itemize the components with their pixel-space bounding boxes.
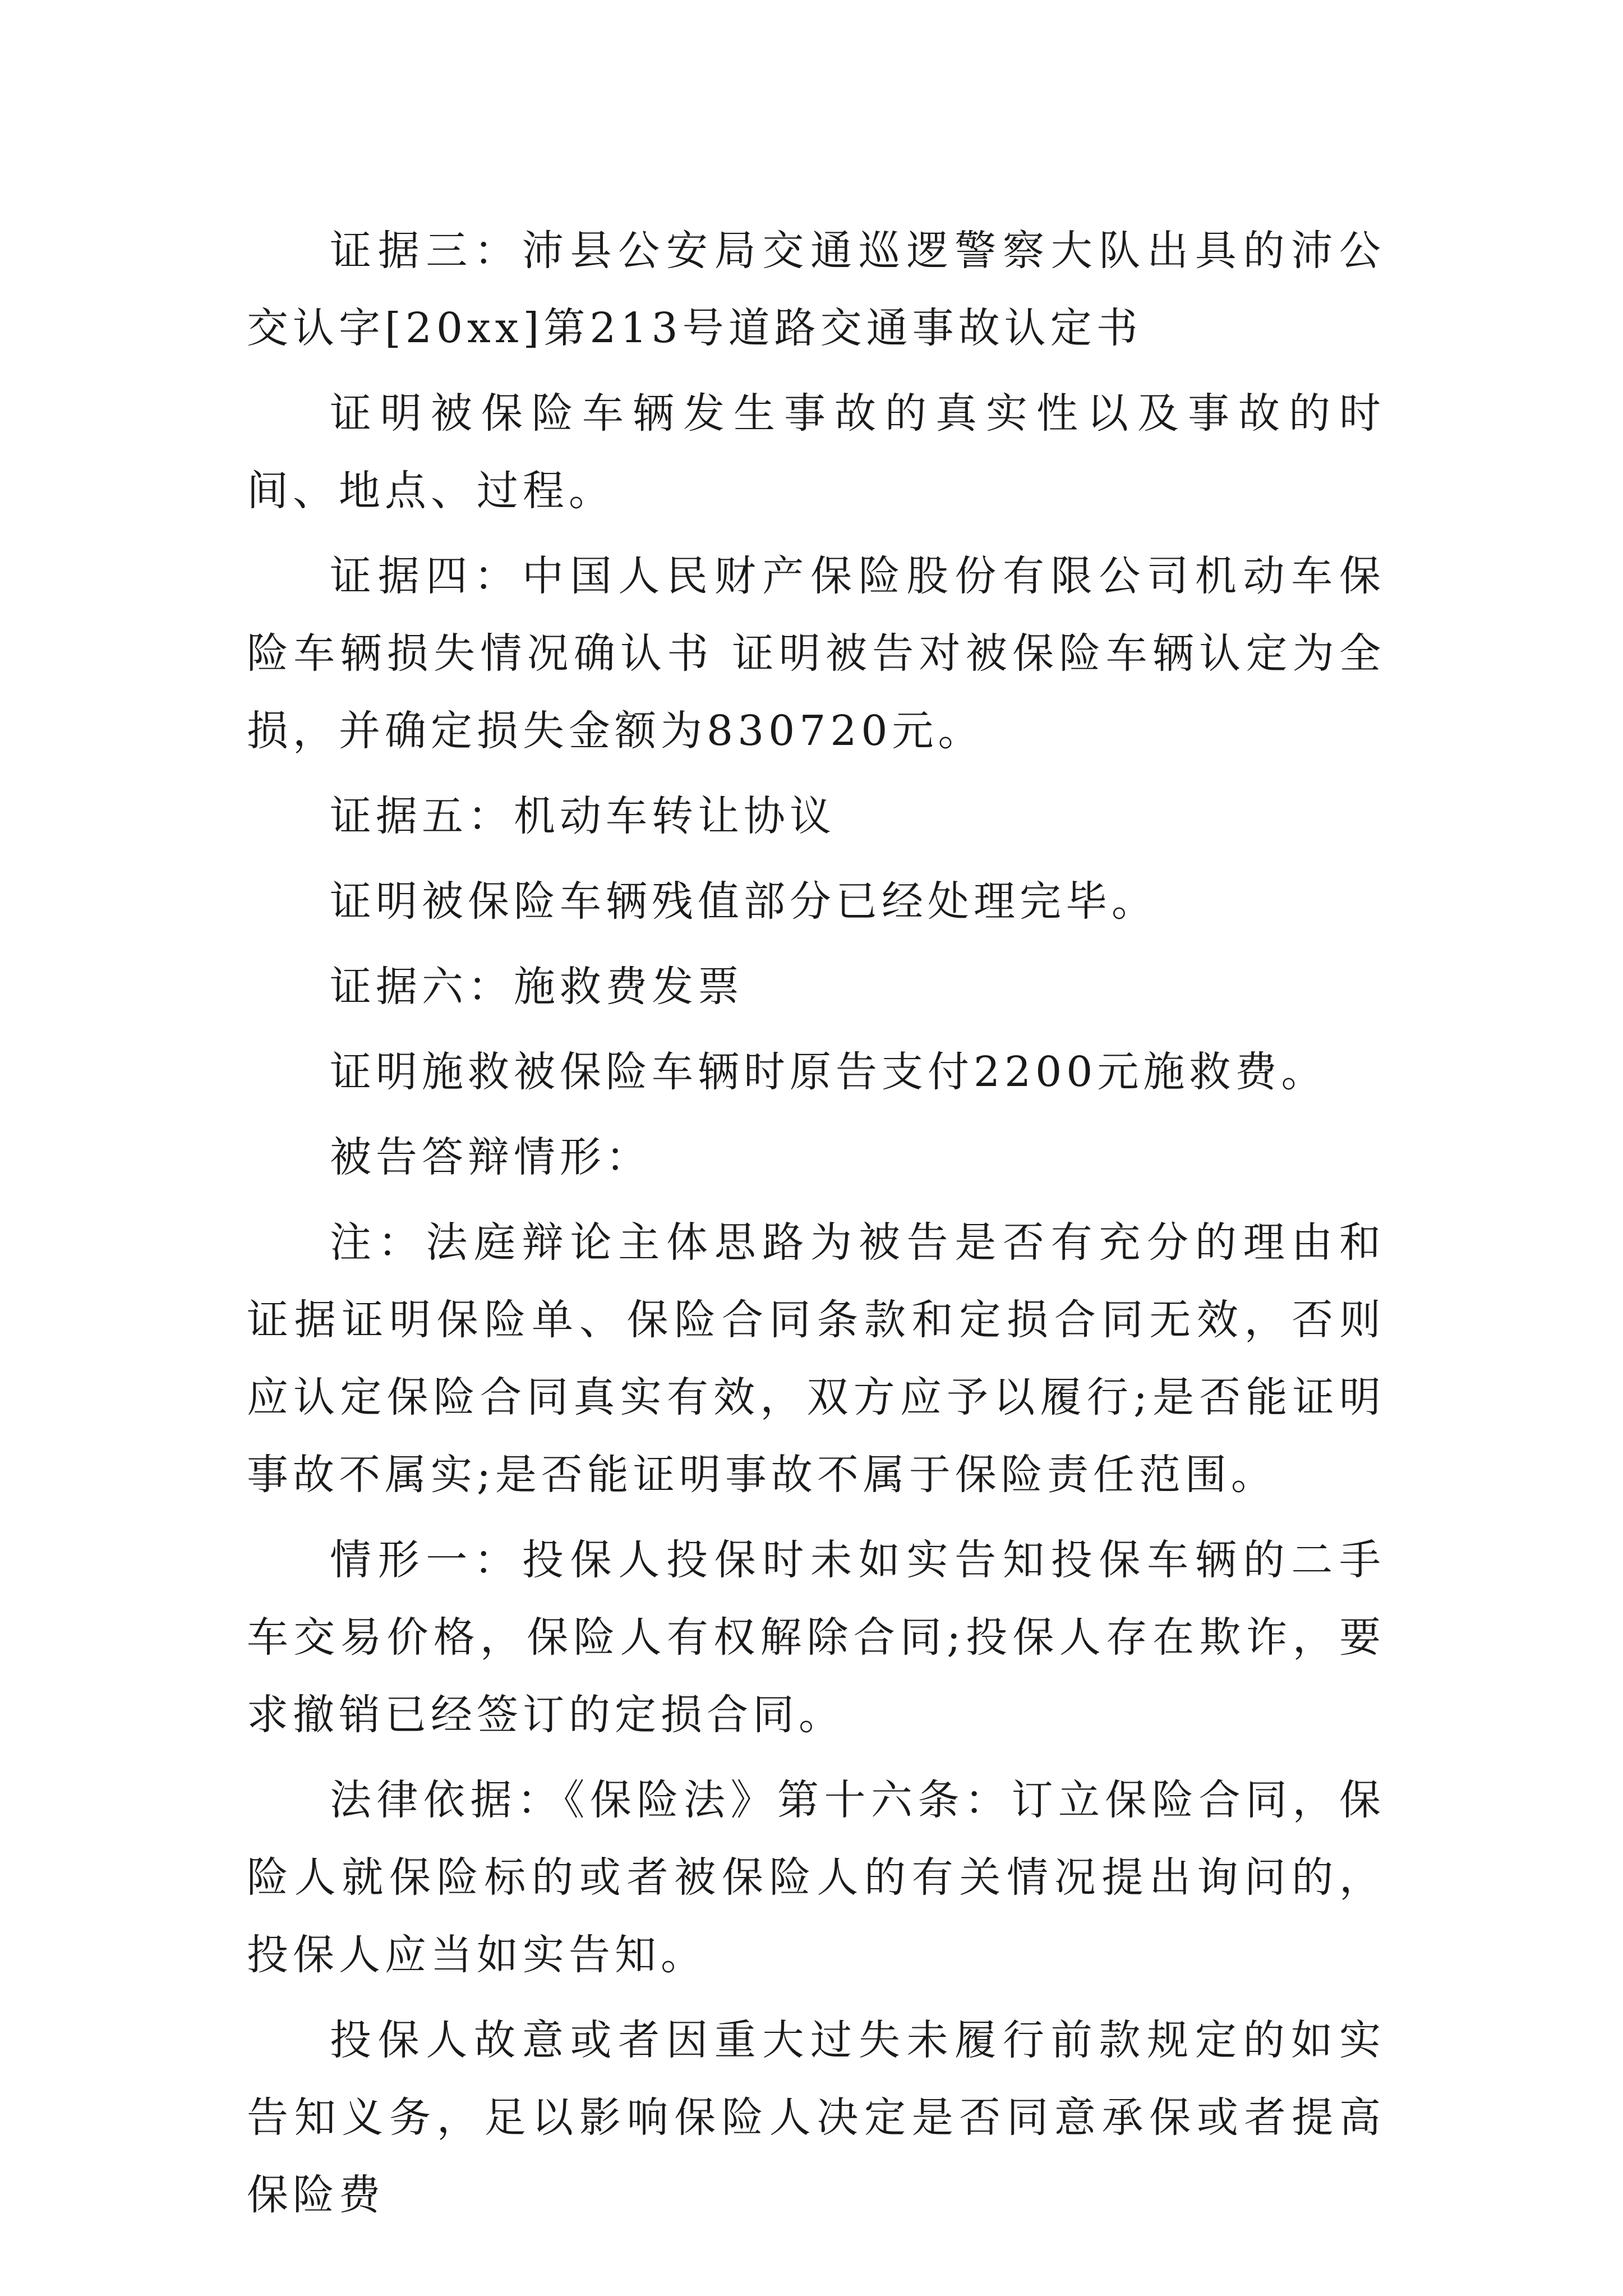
paragraph-legal-basis-continued: 投保人故意或者因重大过失未履行前款规定的如实告知义务，足以影响保险人决定是否同意承保或者提高保险费	[247, 2016, 1385, 2219]
paragraph-legal-basis: 法律依据：《保险法》第十六条：订立保险合同，保险人就保险标的或者被保险人的有关情况提出询问的，投保人应当如实告知。	[247, 1776, 1385, 1979]
paragraph-evidence-3-proof: 证明被保险车辆发生事故的真实性以及事故的时间、地点、过程。	[247, 389, 1385, 515]
paragraph-situation-1: 情形一：投保人投保时未如实告知投保车辆的二手车交易价格，保险人有权解除合同;投保人存在欺诈，要求撤销已经签订的定损合同。	[247, 1536, 1385, 1739]
paragraph-evidence-4: 证据四：中国人民财产保险股份有限公司机动车保险车辆损失情况确认书 证明被告对被保险车辆认定为全损，并确定损失金额为830720元。	[247, 552, 1385, 755]
paragraph-evidence-3: 证据三：沛县公安局交通巡逻警察大队出具的沛公交认字[20xx]第213号道路交通事故认定书	[247, 227, 1385, 352]
paragraph-evidence-6: 证据六：施救费发票	[330, 963, 744, 1011]
paragraph-note: 注：法庭辩论主体思路为被告是否有充分的理由和证据证明保险单、保险合同条款和定损合同无效，否则应认定保险合同真实有效，双方应予以履行;是否能证明事故不属实;是否能证明事故不属于保险责任范围。	[247, 1218, 1385, 1499]
paragraph-defense-heading: 被告答辩情形：	[330, 1133, 652, 1181]
paragraph-evidence-6-proof: 证明施救被保险车辆时原告支付2200元施救费。	[330, 1048, 1327, 1096]
document-body	[247, 212, 1385, 2234]
paragraph-evidence-5: 证据五：机动车转让协议	[330, 792, 836, 840]
paragraph-evidence-5-proof: 证明被保险车辆残值部分已经处理完毕。	[330, 877, 1158, 926]
